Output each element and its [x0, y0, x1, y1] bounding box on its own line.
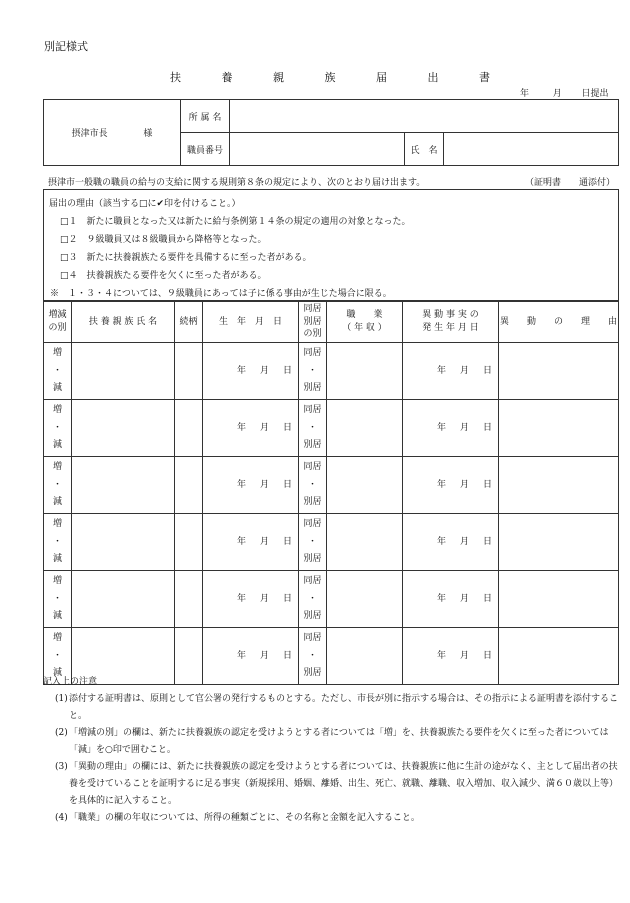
- note-text: 「増減の別」の欄は、新たに扶養親族の認定を受けようとする者については「増」を、扶養親族たる要件を欠くに至った者については「減」を○印で囲むこと。: [69, 728, 609, 755]
- honorific: 様: [143, 129, 153, 139]
- apart-option[interactable]: 別居: [303, 668, 322, 679]
- year-label: 年: [436, 593, 446, 604]
- change-type-cell[interactable]: [44, 571, 72, 628]
- dependent-name-field[interactable]: [72, 571, 175, 628]
- day-label: 日: [282, 422, 292, 433]
- month-label: 月: [459, 593, 469, 604]
- decrease-option[interactable]: 減: [52, 440, 62, 451]
- change-type-cell[interactable]: [44, 457, 72, 514]
- separator-dot: ・: [52, 593, 62, 604]
- increase-option[interactable]: 増: [52, 633, 62, 643]
- relationship-field[interactable]: [175, 457, 203, 514]
- table-row: [44, 571, 619, 628]
- birth-date-field[interactable]: [203, 400, 299, 457]
- decrease-option[interactable]: 減: [52, 668, 62, 679]
- separator-dot: ・: [52, 422, 62, 433]
- occupation-field[interactable]: [327, 514, 403, 571]
- table-row: [44, 457, 619, 514]
- separator-dot: ・: [52, 650, 62, 661]
- employee-number-field[interactable]: [230, 133, 405, 166]
- header-relationship: 続柄: [175, 302, 203, 343]
- birth-date-field[interactable]: [203, 457, 299, 514]
- reasons-box: [43, 189, 619, 301]
- employee-number-label-cell: [181, 133, 230, 166]
- department-field[interactable]: [230, 100, 619, 133]
- day-label: 日: [482, 593, 492, 604]
- day-label: 日: [282, 365, 292, 376]
- month-label: 月: [459, 479, 469, 490]
- table-header-row: [44, 302, 619, 343]
- header-cohabitation: 同居 別居 の別: [299, 302, 327, 343]
- header-occupation: 職 業 （ 年 収 ）: [327, 302, 403, 343]
- separator-dot: ・: [307, 365, 317, 376]
- year-label: 年: [236, 422, 246, 433]
- together-option[interactable]: 同居: [303, 405, 322, 415]
- apart-option[interactable]: 別居: [303, 497, 322, 508]
- month-label: 月: [459, 536, 469, 547]
- separator-dot: ・: [307, 422, 317, 433]
- title-char: 親: [273, 71, 284, 84]
- separator-dot: ・: [52, 479, 62, 490]
- reasons-note: ※ １・３・４については、９級職員にあっては子に係る事由が生じた場合に限る。: [50, 289, 392, 299]
- table-row: [44, 514, 619, 571]
- separator-dot: ・: [52, 365, 62, 376]
- together-option[interactable]: 同居: [303, 462, 322, 472]
- month-label: 月: [459, 365, 469, 376]
- relationship-field[interactable]: [175, 514, 203, 571]
- event-date-field[interactable]: [403, 457, 499, 514]
- dependents-table: [43, 301, 619, 685]
- day-label: 日: [282, 650, 292, 661]
- event-date-field[interactable]: [403, 400, 499, 457]
- header-change-type: 増減 の別: [44, 302, 72, 343]
- cohabitation-cell[interactable]: [299, 571, 327, 628]
- dependent-name-field[interactable]: [72, 457, 175, 514]
- reason-field[interactable]: [499, 343, 619, 400]
- change-type-cell[interactable]: [44, 514, 72, 571]
- decrease-option[interactable]: 減: [52, 554, 62, 565]
- cohabitation-cell[interactable]: [299, 400, 327, 457]
- year-label: 年: [236, 536, 246, 547]
- year-label: 年: [236, 650, 246, 661]
- dependent-name-field[interactable]: [72, 343, 175, 400]
- name-label-cell: [405, 133, 444, 166]
- separator-dot: ・: [307, 536, 317, 547]
- month-label: 月: [259, 536, 269, 547]
- reason-field[interactable]: [499, 400, 619, 457]
- separator-dot: ・: [52, 536, 62, 547]
- header-dependent-name: 扶 養 親 族 氏 名: [72, 302, 175, 343]
- title-char: 出: [427, 71, 439, 84]
- dependent-name-field[interactable]: [72, 400, 175, 457]
- table-row: [44, 400, 619, 457]
- attachment-count[interactable]: （証明書 通添付）: [525, 178, 616, 188]
- relationship-field[interactable]: [175, 571, 203, 628]
- title-char: 届: [376, 71, 387, 84]
- header-birth-date: 生 年 月 日: [203, 302, 299, 343]
- day-label: 日: [282, 536, 292, 547]
- decrease-option[interactable]: 減: [52, 611, 62, 622]
- reason-field[interactable]: [499, 514, 619, 571]
- year-label: 年: [436, 479, 446, 490]
- month-label: 月: [259, 422, 269, 433]
- reason-checkbox-4[interactable]: □４ 扶養親族たる要件を欠くに至った者がある。: [60, 271, 267, 281]
- month-label: 月: [259, 365, 269, 376]
- submission-date[interactable]: [520, 86, 609, 99]
- note-text: 添付する証明書は、原則として官公署の発行するものとする。ただし、市長が別に指示する場合は、その指示による証明書を添付すること。: [69, 694, 619, 721]
- note-number: (3): [55, 762, 68, 772]
- month-label: 月: [552, 89, 562, 99]
- together-option[interactable]: 同居: [303, 348, 322, 358]
- title-char: 養: [221, 71, 233, 84]
- year-label: 年: [436, 650, 446, 661]
- note-number: (1): [55, 694, 68, 704]
- day-label: 日: [482, 365, 492, 376]
- month-label: 月: [259, 479, 269, 490]
- department-label: 所 属 名: [188, 112, 222, 123]
- together-option[interactable]: 同居: [303, 519, 322, 529]
- note-item: [43, 810, 619, 827]
- day-label: 日: [282, 479, 292, 490]
- note-item: [43, 691, 619, 725]
- department-label-cell: [181, 100, 230, 133]
- separator-dot: ・: [307, 593, 317, 604]
- year-label: 年: [520, 89, 530, 99]
- cohabitation-cell[interactable]: [299, 514, 327, 571]
- reason-field[interactable]: [499, 457, 619, 514]
- apart-option[interactable]: 別居: [303, 383, 322, 394]
- occupation-field[interactable]: [327, 400, 403, 457]
- day-label: 日: [482, 479, 492, 490]
- separator-dot: ・: [307, 650, 317, 661]
- decrease-option[interactable]: 減: [52, 497, 62, 508]
- increase-option[interactable]: 増: [52, 348, 62, 358]
- applicant-info-table: [43, 99, 619, 166]
- occupation-field[interactable]: [327, 457, 403, 514]
- day-label: 日: [482, 422, 492, 433]
- name-field[interactable]: [444, 133, 619, 166]
- addressee-cell: [44, 100, 181, 166]
- day-label: 日: [482, 536, 492, 547]
- increase-option[interactable]: 増: [52, 519, 62, 529]
- cohabitation-cell[interactable]: [299, 457, 327, 514]
- note-item: [43, 725, 619, 759]
- note-number: (4): [55, 813, 68, 823]
- relationship-field[interactable]: [175, 343, 203, 400]
- change-type-cell[interactable]: [44, 343, 72, 400]
- notes-heading: 記入上の注意: [43, 677, 98, 687]
- increase-option[interactable]: 増: [52, 462, 62, 472]
- title-char: 扶: [170, 71, 181, 84]
- header-reason: 異 動 の 理 由: [499, 302, 619, 343]
- occupation-field[interactable]: [327, 343, 403, 400]
- relationship-field[interactable]: [175, 400, 203, 457]
- day-label: 日: [282, 593, 292, 604]
- addressee: 摂津市長: [71, 129, 108, 139]
- together-option[interactable]: 同居: [303, 633, 322, 643]
- year-label: 年: [436, 422, 446, 433]
- header-event-date: 異 動 事 実 の 発 生 年 月 日: [403, 302, 499, 343]
- year-label: 年: [236, 593, 246, 604]
- document-title: [170, 69, 490, 85]
- employee-number-label: 職員番号: [186, 145, 223, 156]
- year-label: 年: [436, 536, 446, 547]
- birth-date-field[interactable]: [203, 343, 299, 400]
- day-label: 日: [482, 650, 492, 661]
- name-label: 氏 名: [410, 145, 438, 156]
- form-label: 別記様式: [44, 40, 88, 53]
- title-char: 書: [479, 71, 490, 84]
- month-label: 月: [259, 650, 269, 661]
- title-char: 族: [324, 71, 336, 84]
- reason-checkbox-2[interactable]: □２ ９級職員又は８級職員から降格等となった。: [60, 235, 267, 245]
- notes-section: [43, 674, 619, 827]
- cohabitation-cell[interactable]: [299, 343, 327, 400]
- note-text: 「職業」の欄の年収については、所得の種類ごとに、その名称と金額を記入すること。: [69, 813, 420, 823]
- declaration-text: 摂津市一般職の職員の給与の支給に関する規則第８条の規定により、次のとおり届け出ます。: [48, 178, 426, 188]
- day-label: 日提出: [581, 89, 609, 99]
- note-item: [43, 759, 619, 810]
- note-text: 「異動の理由」の欄には、新たに扶養親族の認定を受けようとする者については、扶養親族に他に生計の途がなく、主として届出者の扶養を受けていることを証明するに足る事実（新規採用、婚姻、離婚、出生、死亡、就職、離職、収入増加、収入減少、満６０歳以上等）を具体的に記入すること。: [69, 762, 619, 806]
- table-row: [44, 343, 619, 400]
- month-label: 月: [259, 593, 269, 604]
- year-label: 年: [436, 365, 446, 376]
- apart-option[interactable]: 別居: [303, 440, 322, 451]
- birth-date-field[interactable]: [203, 571, 299, 628]
- change-type-cell[interactable]: [44, 400, 72, 457]
- reason-field[interactable]: [499, 571, 619, 628]
- apart-option[interactable]: 別居: [303, 554, 322, 565]
- apart-option[interactable]: 別居: [303, 611, 322, 622]
- month-label: 月: [459, 422, 469, 433]
- month-label: 月: [459, 650, 469, 661]
- decrease-option[interactable]: 減: [52, 383, 62, 394]
- birth-date-field[interactable]: [203, 514, 299, 571]
- together-option[interactable]: 同居: [303, 576, 322, 586]
- event-date-field[interactable]: [403, 514, 499, 571]
- year-label: 年: [236, 479, 246, 490]
- year-label: 年: [236, 365, 246, 376]
- note-number: (2): [55, 728, 68, 738]
- reasons-heading: 届出の理由（該当する□に✔印を付けること。）: [49, 199, 241, 209]
- occupation-field[interactable]: [327, 571, 403, 628]
- separator-dot: ・: [307, 479, 317, 490]
- event-date-field[interactable]: [403, 343, 499, 400]
- reason-checkbox-1[interactable]: □１ 新たに職員となった又は新たに給与条例第１４条の規定の適用の対象となった。: [60, 217, 411, 227]
- dependent-name-field[interactable]: [72, 514, 175, 571]
- increase-option[interactable]: 増: [52, 405, 62, 415]
- reason-checkbox-3[interactable]: □３ 新たに扶養親族たる要件を具備するに至った者がある。: [60, 253, 312, 263]
- event-date-field[interactable]: [403, 571, 499, 628]
- increase-option[interactable]: 増: [52, 576, 62, 586]
